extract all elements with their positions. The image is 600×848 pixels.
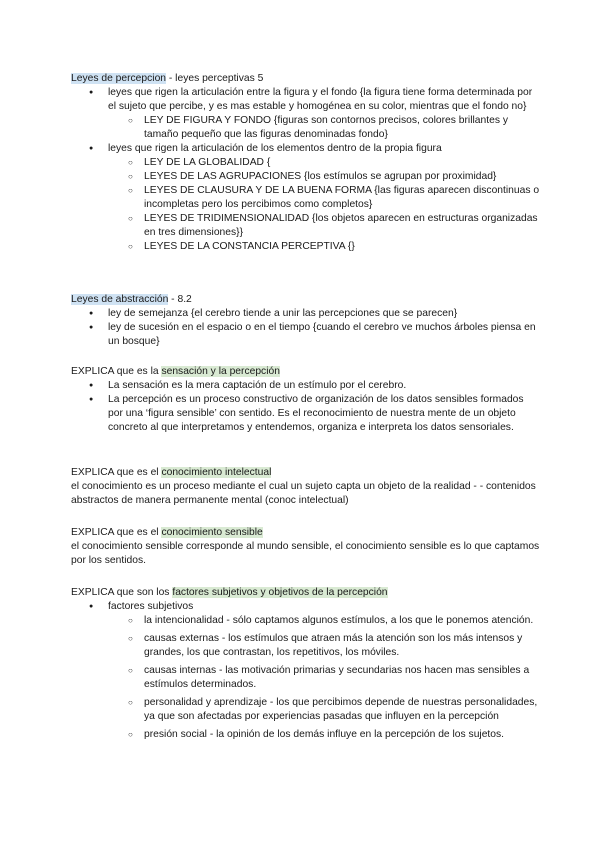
list-item [71,86,541,142]
list-item-text: leyes que rigen la articulación entre la figura y el fondo {la figura tiene forma determinada por el sujeto que percibe, y es mas estable y homogénea en su color, mientras que el fondo no} [108,87,533,112]
bullet-list [71,379,541,435]
section-heading [71,293,541,307]
sub-list [108,614,541,742]
sub-list-item: ○ personalidad y aprendizaje - los que percibimos depende de nuestras personalidades, ya que son afectadas por experiencias pasadas que influyen en la percepción [71,696,541,724]
sub-list-item: ○ LEYES DE TRIDIMENSIONALIDAD {los objetos aparecen en estructuras organizadas en tres dimensiones}} [71,212,541,240]
list-item-text: leyes que rigen la articulación de los elementos dentro de la propia figura [108,143,442,154]
heading-rest: - 8.2 [168,294,192,305]
section-heading [71,72,541,86]
sub-list-item: ○ LEY DE FIGURA Y FONDO {figuras son contornos precisos, colores brillantes y tamaño pequeño que las figuras denominadas fondo} [71,114,541,142]
section-factores [71,586,541,742]
section-heading [71,586,541,600]
sub-list-item: ○ LEYES DE CLAUSURA Y DE LA BUENA FORMA {las figuras aparecen discontinuas o incompletas pero los percibimos como completos} [71,184,541,212]
heading-prefix: EXPLICA que son los [71,587,173,598]
sub-list-item: ○ LEYES DE LA CONSTANCIA PERCEPTIVA {} [71,240,541,254]
bullet-list [71,600,541,742]
section-heading [71,466,541,480]
section-heading [71,365,541,379]
list-item [71,600,541,742]
section-conocimiento-sensible [71,526,541,568]
bullet-list [71,307,541,349]
heading-highlight: sensación y la percepción [161,366,280,377]
section-body: el conocimiento sensible corresponde al mundo sensible, el conocimiento sensible es lo que captamos por los sentidos. [71,541,540,566]
sub-list [108,114,541,142]
heading-highlight: factores subjetivos y objetivos de la percepción [172,587,388,598]
heading-highlight: conocimiento sensible [161,527,263,538]
section-leyes-percepcion [71,72,541,254]
section-leyes-abstraccion [71,293,541,349]
heading-highlight: conocimiento intelectual [161,467,272,478]
heading-highlight: Leyes de percepcion [71,73,167,84]
heading-prefix: EXPLICA que es el [71,527,162,538]
section-sensacion-percepcion [71,365,541,435]
heading-prefix: EXPLICA que es el [71,467,162,478]
sub-list-item: ○ la intencionalidad - sólo captamos algunos estímulos, a los que le ponemos atención. [71,614,541,628]
section-body: el conocimiento es un proceso mediante el cual un sujeto capta un objeto de la realidad - - contenidos abstractos de manera permanente mental (conoc intelectual) [71,481,536,506]
sub-list-item: ○ LEY DE LA GLOBALIDAD { [71,156,541,170]
section-conocimiento-intelectual [71,466,541,508]
heading-prefix: EXPLICA que es la [71,366,162,377]
heading-rest: - leyes perceptivas 5 [166,73,264,84]
heading-highlight: Leyes de abstracción [71,294,169,305]
sub-list-item: ○ causas internas - las motivación primarias y secundarias nos hacen mas sensibles a estímulos determinados. [71,664,541,692]
sub-list-item: ○ presión social - la opinión de los demás influye en la percepción de los sujetos. [71,728,541,742]
list-item: ● La sensación es la mera captación de un estímulo por el cerebro. [71,379,541,393]
bullet-list [71,86,541,254]
section-heading [71,526,541,540]
sub-list [108,156,541,254]
list-item-text: factores subjetivos [108,601,194,612]
sub-list-item: ○ causas externas - los estímulos que atraen más la atención son los más intensos y grandes, los que contrastan, los repetitivos, los móviles. [71,632,541,660]
list-item: ● ley de sucesión en el espacio o en el tiempo {cuando el cerebro ve muchos árboles piensa en un bosque} [71,321,541,349]
list-item: ● ley de semejanza {el cerebro tiende a unir las percepciones que se parecen} [71,307,541,321]
list-item: ● La percepción es un proceso constructivo de organización de los datos sensibles formados por una ‘figura sensible’ con sentido. Es el reconocimiento de nuestra mente de un objeto concreto al que interpretamos y entendemos, organiza e interpreta los datos sensoriales. [71,393,541,435]
list-item [71,142,541,254]
sub-list-item: ○ LEYES DE LAS AGRUPACIONES {los estímulos se agrupan por proximidad} [71,170,541,184]
